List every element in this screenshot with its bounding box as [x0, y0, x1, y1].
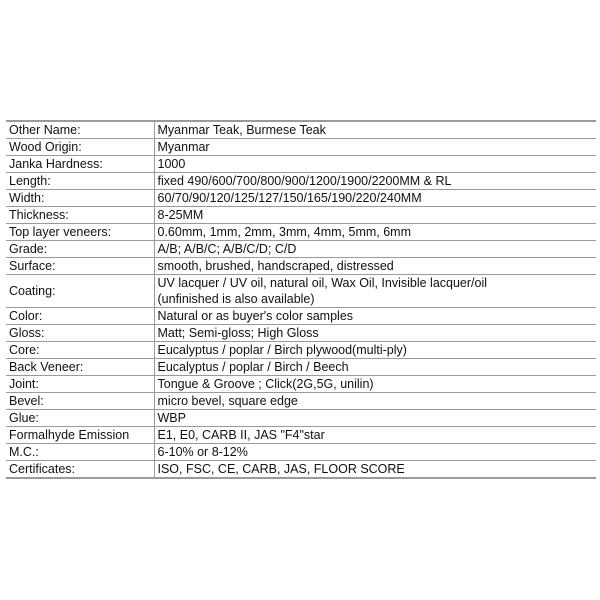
- table-row: [6, 376, 596, 393]
- row-value: 6-10% or 8-12%: [154, 444, 596, 461]
- row-value: Natural or as buyer's color samples: [154, 308, 596, 325]
- row-value: Matt; Semi-gloss; High Gloss: [154, 325, 596, 342]
- spec-sheet: [6, 120, 596, 479]
- row-label: Joint:: [6, 376, 154, 393]
- table-row: [6, 393, 596, 410]
- table-row: [6, 224, 596, 241]
- row-value: smooth, brushed, handscraped, distressed: [154, 258, 596, 275]
- row-value: Myanmar: [154, 139, 596, 156]
- row-label: Color:: [6, 308, 154, 325]
- table-row: [6, 410, 596, 427]
- table-row: [6, 173, 596, 190]
- row-label: Wood Origin:: [6, 139, 154, 156]
- row-value: Myanmar Teak, Burmese Teak: [154, 122, 596, 139]
- row-label: Surface:: [6, 258, 154, 275]
- row-label: Coating:: [6, 275, 154, 308]
- table-row: [6, 342, 596, 359]
- table-row: [6, 359, 596, 376]
- row-label: Thickness:: [6, 207, 154, 224]
- table-row: [6, 427, 596, 444]
- row-label: Glue:: [6, 410, 154, 427]
- row-label: Janka Hardness:: [6, 156, 154, 173]
- row-value: Eucalyptus / poplar / Birch / Beech: [154, 359, 596, 376]
- row-label: Back Veneer:: [6, 359, 154, 376]
- row-label: Formalhyde Emission: [6, 427, 154, 444]
- table-row: [6, 207, 596, 224]
- row-value: Tongue & Groove ; Click(2G,5G, unilin): [154, 376, 596, 393]
- row-value: WBP: [154, 410, 596, 427]
- row-label: Other Name:: [6, 122, 154, 139]
- row-value: 8-25MM: [154, 207, 596, 224]
- table-row: [6, 156, 596, 173]
- row-label: Certificates:: [6, 461, 154, 478]
- row-label: Core:: [6, 342, 154, 359]
- row-value: 1000: [154, 156, 596, 173]
- row-value: micro bevel, square edge: [154, 393, 596, 410]
- table-row: [6, 122, 596, 139]
- row-label: Grade:: [6, 241, 154, 258]
- table-row: [6, 275, 596, 308]
- table-row: [6, 308, 596, 325]
- table-row: [6, 444, 596, 461]
- row-label: Top layer veneers:: [6, 224, 154, 241]
- row-label: Width:: [6, 190, 154, 207]
- row-label: Gloss:: [6, 325, 154, 342]
- row-value: [154, 275, 596, 308]
- row-value-line: UV lacquer / UV oil, natural oil, Wax Oil, Invisible lacquer/oil: [157, 276, 488, 290]
- row-value: ISO, FSC, CE, CARB, JAS, FLOOR SCORE: [154, 461, 596, 478]
- table-row: [6, 325, 596, 342]
- row-label: Bevel:: [6, 393, 154, 410]
- table-row: [6, 461, 596, 478]
- row-value: 0.60mm, 1mm, 2mm, 3mm, 4mm, 5mm, 6mm: [154, 224, 596, 241]
- table-row: [6, 190, 596, 207]
- row-value: 60/70/90/120/125/127/150/165/190/220/240MM: [154, 190, 596, 207]
- table-row: [6, 258, 596, 275]
- table-row: [6, 241, 596, 258]
- table-row: [6, 139, 596, 156]
- row-label: Length:: [6, 173, 154, 190]
- row-value-line: (unfinished is also available): [157, 292, 315, 306]
- row-value: fixed 490/600/700/800/900/1200/1900/2200MM & RL: [154, 173, 596, 190]
- row-label: M.C.:: [6, 444, 154, 461]
- row-value: A/B; A/B/C; A/B/C/D; C/D: [154, 241, 596, 258]
- row-value: Eucalyptus / poplar / Birch plywood(multi-ply): [154, 342, 596, 359]
- spec-table: [6, 121, 596, 478]
- row-value: E1, E0, CARB II, JAS "F4"star: [154, 427, 596, 444]
